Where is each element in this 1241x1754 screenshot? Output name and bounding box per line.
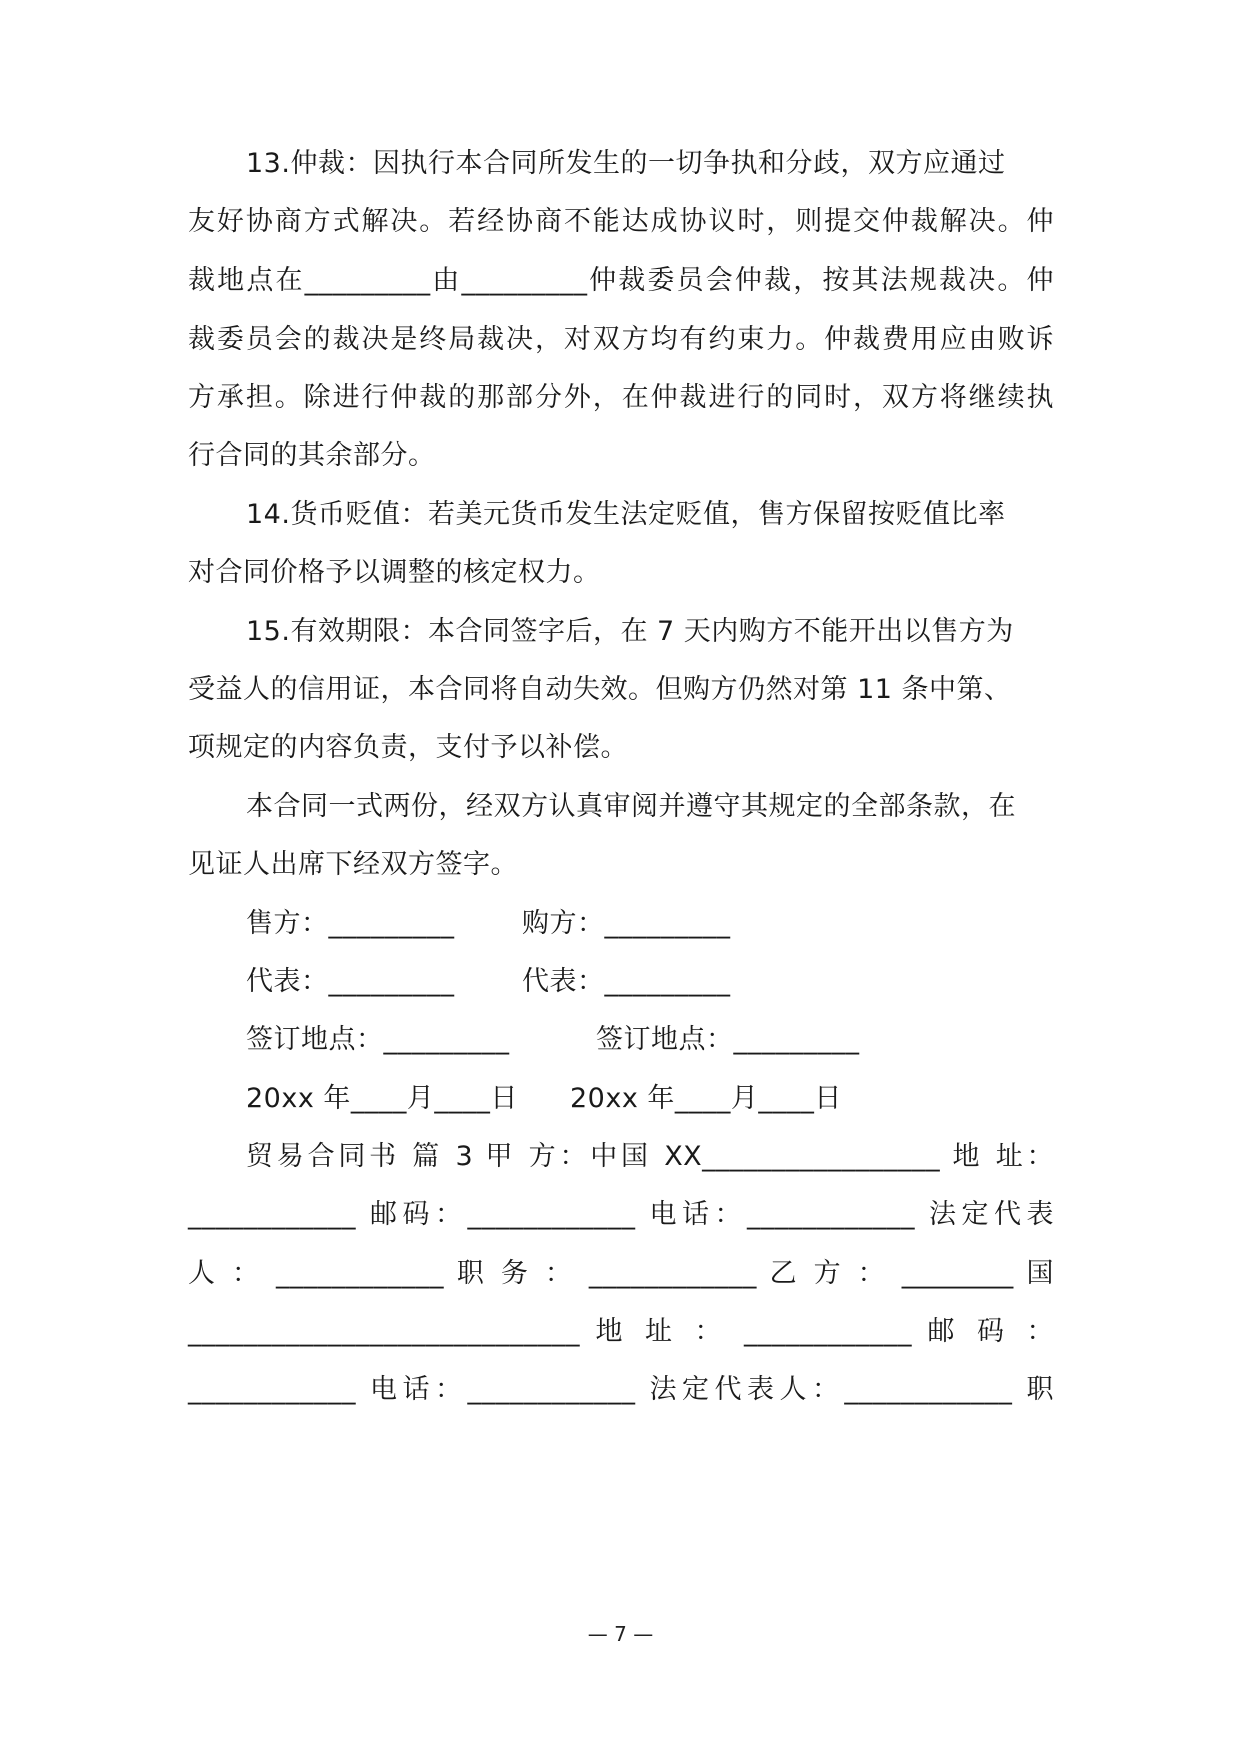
contract-3-line: 人 ： ____________ 职 务 ： ____________ 乙 方 ： ________ 国 [188, 1258, 1054, 1289]
clause-14-line: 对合同价格予以调整的核定权力。 [188, 557, 601, 588]
clause-15-line: 项规定的内容负责，支付予以补偿。 [188, 732, 628, 763]
clause-15-line: 15.有效期限：本合同签字后，在 7 天内购方不能开出以售方为 [246, 616, 1014, 647]
clause-13-line: 行合同的其余部分。 [188, 440, 436, 471]
seller-date-field: 20xx 年____月____日 [246, 1083, 518, 1114]
seller-representative-field: 代表：_________ [246, 966, 455, 997]
seller-field: 售方：_________ [246, 908, 455, 939]
clause-14-line: 14.货币贬值：若美元货币发生法定贬值，售方保留按贬值比率 [246, 499, 1006, 530]
contract-3-line: 贸易合同书 篇 3 甲 方：中国 XX_________________ 地 址： [246, 1141, 1054, 1172]
clause-15-line: 受益人的信用证，本合同将自动失效。但购方仍然对第 11 条中第、 [188, 674, 1012, 705]
contract-3-line: ____________________________ 地 址 ： ____________ 邮 码 ： [188, 1316, 1054, 1347]
closing-line: 见证人出席下经双方签字。 [188, 849, 518, 880]
clause-13-line: 裁地点在_________由_________仲裁委员会仲裁，按其法规裁决。仲 [188, 265, 1054, 296]
buyer-field: 购方：_________ [522, 908, 731, 939]
buyer-representative-field: 代表：_________ [522, 966, 731, 997]
buyer-date-field: 20xx 年____月____日 [570, 1083, 842, 1114]
clause-13-line: 13.仲裁：因执行本合同所发生的一切争执和分歧，双方应通过 [246, 148, 1006, 179]
seller-signing-place-field: 签订地点：_________ [246, 1024, 510, 1055]
clause-13-line: 方承担。除进行仲裁的那部分外，在仲裁进行的同时，双方将继续执 [188, 382, 1054, 413]
clause-13-line: 裁委员会的裁决是终局裁决，对双方均有约束力。仲裁费用应由败诉 [188, 324, 1054, 355]
page-number: — 7 — [587, 1622, 654, 1646]
buyer-signing-place-field: 签订地点：_________ [596, 1024, 860, 1055]
clause-13-line: 友好协商方式解决。若经协商不能达成协议时，则提交仲裁解决。仲 [188, 206, 1054, 237]
contract-3-line: ____________ 电话：____________ 法定代表人：____________ 职 [188, 1374, 1054, 1405]
closing-line: 本合同一式两份，经双方认真审阅并遵守其规定的全部条款，在 [246, 791, 1016, 822]
contract-3-line: ____________ 邮码：____________ 电话：____________ 法定代表 [188, 1199, 1054, 1230]
